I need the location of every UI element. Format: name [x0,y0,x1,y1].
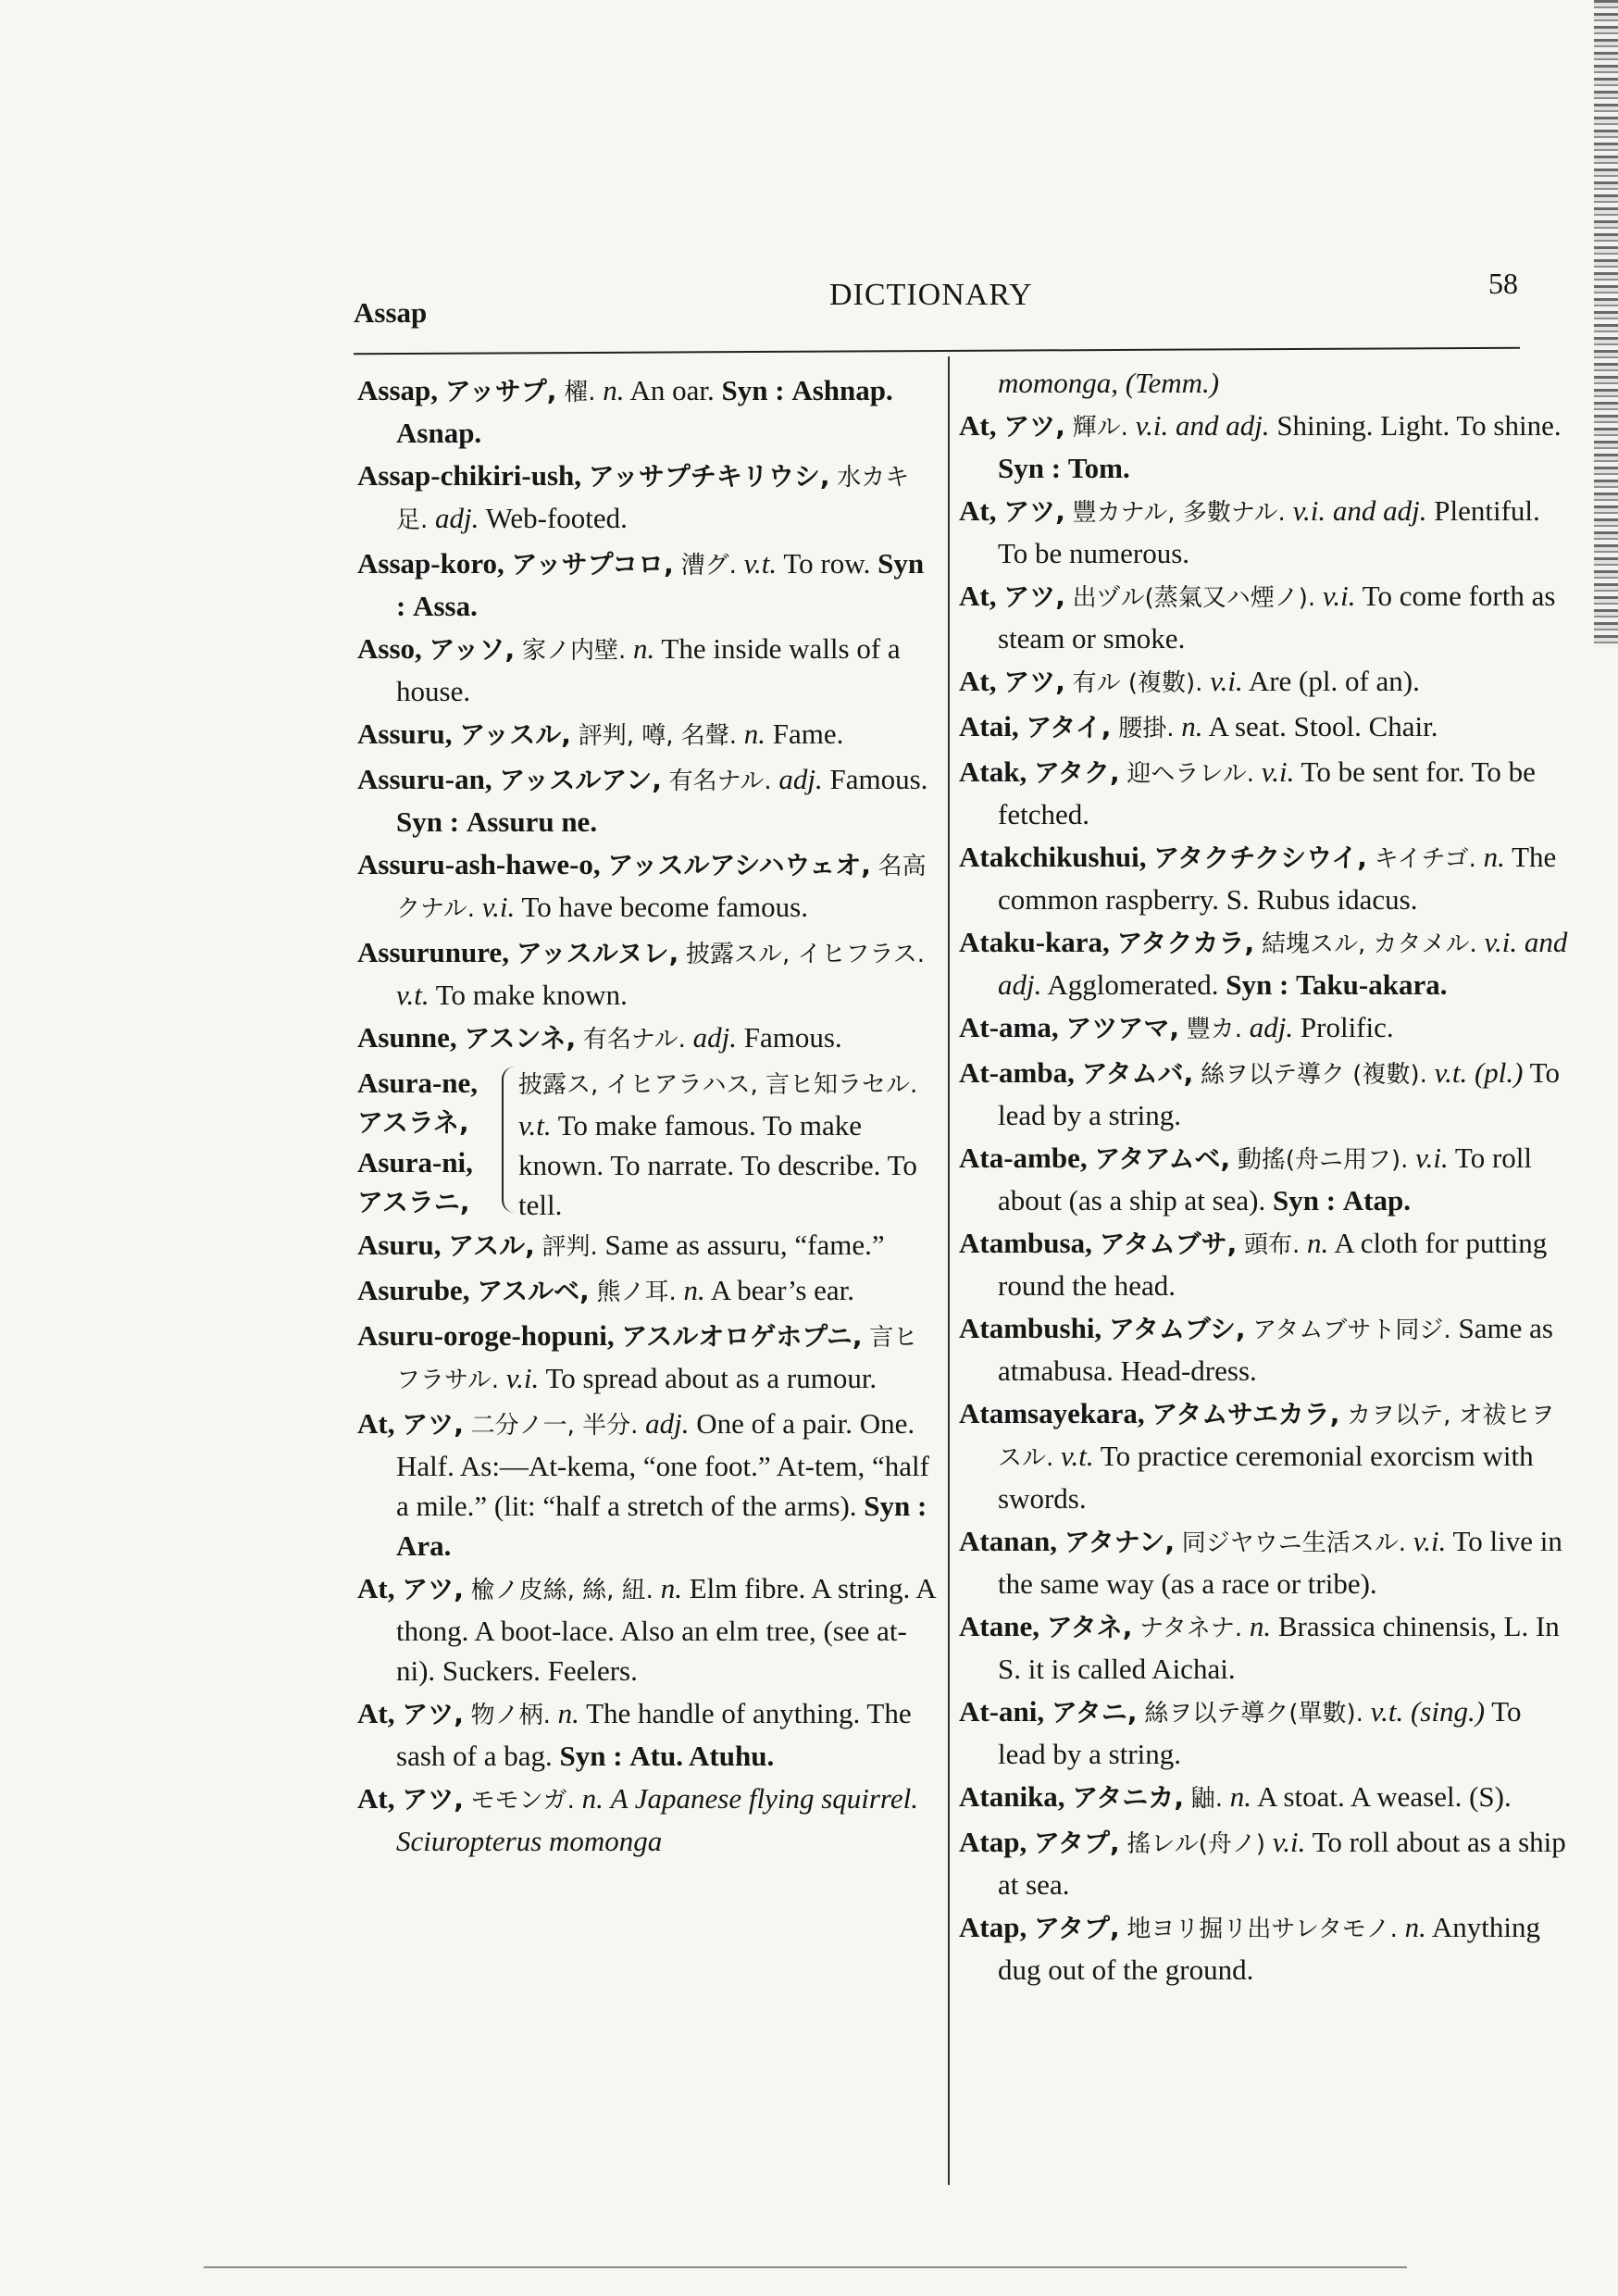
dictionary-entry: Atap, アタプ, 地ヨリ掘リ出サレタモノ. n. Anything dug out of the ground. [959,1911,1541,1986]
dictionary-entry: At, アツ, 出ヅル(蒸氣又ハ煙ノ). v.i. To come forth as steam or smoke. [959,580,1556,655]
dictionary-entry: Atap, アタプ, 搖レル(舟ノ) v.i. To roll about as a ship at sea. [959,1826,1566,1901]
dictionary-entry: Atambusa, アタムブサ, 頭布. n. A cloth for putting round the head. [959,1227,1548,1302]
page-number: 58 [1488,267,1518,300]
dictionary-entry: Assurunure, アッスルヌレ, 披露スル, イヒフラス. v.t. To make known. [357,936,926,1011]
dictionary-entry: Assuru-an, アッスルアン, 有名ナル. adj. Famous. Syn : Assuru ne. [357,763,928,838]
scan-edge-strip [1594,0,1618,648]
dictionary-entry: At, アツ, モモンガ. n. A Japanese flying squirrel. Sciuropterus momonga [357,1782,918,1857]
left-column [357,370,939,1864]
dictionary-entry: Asuru-oroge-hopuni, アスルオロゲホプニ, 言ヒフラサル. v.i. To spread about as a rumour. [357,1319,918,1394]
dictionary-entry: At, アツ, 輝ル. v.i. and adj. Shining. Light. To shine. Syn : Tom. [959,409,1562,484]
dictionary-entry: At, アツ, 二分ノ一, 半分. adj. One of a pair. One. Half. As:—At-kema, “one foot.” At-tem, “half a mile.” (lit: “half a stretch of the arms). Syn : Ara. [357,1407,929,1562]
dictionary-entry: Atak, アタク, 迎ヘラレル. v.i. To be sent for. To be fetched. [959,755,1536,830]
dictionary-entry: Assap, アッサプ, 櫂. n. An oar. Syn : Ashnap. Asnap. [357,374,893,449]
column-divider [948,356,950,2185]
dictionary-entry: At, アツ, 豐カナル, 多數ナル. v.i. and adj. Plentiful. To be numerous. [959,494,1540,569]
scan-bottom-edge [204,2266,1407,2271]
dictionary-entry: Assap-koro, アッサプコロ, 漕グ. v.t. To row. Syn : Assa. [357,547,925,622]
dictionary-entry: Atane, アタネ, ナタネナ. n. Brassica chinensis, L. In S. it is called Aichai. [959,1610,1560,1685]
running-head: Assap [354,296,428,329]
dictionary-entry: At, アツ, 有ル (複數). v.i. Are (pl. of an). [959,665,1420,697]
brace-mark [502,1067,517,1213]
right-column [959,363,1568,1992]
dictionary-entry: Asuru, アスル, 評判. Same as assuru, “fame.” [357,1229,885,1261]
dictionary-entry: Assap-chikiri-ush, アッサプチキリウシ, 水カキ足. adj. Web-footed. [357,459,910,534]
bracketed-definition: 披露ス, イヒアラハス, 言ヒ知ラセル. v.t. To make famous. To make known. To narrate. To describe. To tell. [518,1071,918,1221]
dictionary-entry: Atanika, アタニカ, 鼬. n. A stoat. A weasel. (S). [959,1780,1512,1813]
dictionary-entry: Ata-ambe, アタアムベ, 動搖(舟ニ用フ). v.i. To roll about (as a ship at sea). Syn : Atap. [959,1142,1532,1217]
dictionary-entry: Atakchikushui, アタクチクシウイ, キイチゴ. n. The common raspberry. S. Rubus idacus. [959,841,1557,916]
dictionary-entry: Atanan, アタナン, 同ジヤウニ生活スル. v.i. To live in the same way (as a race or tribe). [959,1525,1562,1600]
dictionary-entry: Assuru, アッスル, 評判, 噂, 名聲. n. Fame. [357,718,844,750]
header-rule [354,347,1520,356]
page-header [354,267,1520,329]
bracketed-entry [357,1063,939,1222]
dictionary-entry: Assuru-ash-hawe-o, アッスルアシハウェオ, 名高クナル. v.i. To have become famous. [357,848,927,923]
dictionary-entry: Atai, アタイ, 腰掛. n. A seat. Stool. Chair. [959,710,1438,742]
dictionary-entry: At, アツ, 物ノ柄. n. The handle of anything. The sash of a bag. Syn : Atu. Atuhu. [357,1697,912,1772]
dictionary-entry: Asunne, アスンネ, 有名ナル. adj. Famous. [357,1021,842,1054]
entry-continuation: momonga, (Temm.) [998,367,1220,399]
dictionary-entry: Atamsayekara, アタムサエカラ, カヲ以テ, オ祓ヒヲスル. v.t. To practice ceremonial exorcism with swords. [959,1397,1555,1515]
dictionary-entry: Asurube, アスルベ, 熊ノ耳. n. A bear’s ear. [357,1274,855,1306]
dictionary-entry: At-ani, アタニ, 絲ヲ以テ導ク(單數). v.t. (sing.) To lead by a string. [959,1695,1522,1770]
page-title: DICTIONARY [829,278,1033,312]
dictionary-entry: At-amba, アタムバ, 絲ヲ以テ導ク (複數). v.t. (pl.) To lead by a string. [959,1056,1560,1131]
bracketed-headwords: Asura-ne, アスラネ, Asura-ni, アスラニ, [357,1067,479,1217]
dictionary-entry: At, アツ, 楡ノ皮絲, 絲, 紐. n. Elm fibre. A string. A thong. A boot-lace. Also an elm tree, (see at-ni). Suckers. Feelers. [357,1572,935,1687]
dictionary-entry: Atambushi, アタムブシ, アタムブサト同ジ. Same as atmabusa. Head-dress. [959,1312,1553,1387]
dictionary-entry: At-ama, アツアマ, 豐カ. adj. Prolific. [959,1011,1394,1043]
dictionary-entry: Asso, アッソ, 家ノ内壁. n. The inside walls of a house. [357,632,901,707]
dictionary-entry: Ataku-kara, アタクカラ, 結塊スル, カタメル. v.i. and adj. Agglomerated. Syn : Taku-akara. [959,926,1568,1001]
